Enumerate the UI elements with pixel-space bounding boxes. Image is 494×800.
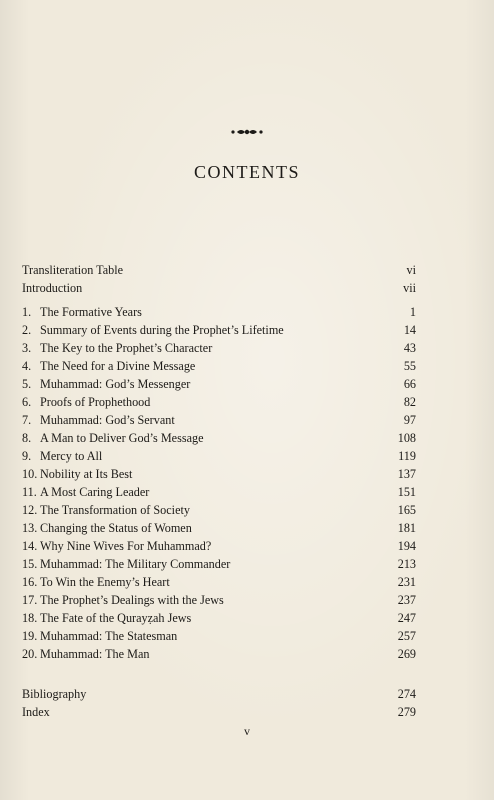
- divider: [22, 663, 416, 685]
- entry-title: The Prophet’s Dealings with the Jews: [40, 593, 224, 607]
- entry-number: 14.: [22, 539, 38, 553]
- entry-number: 17.: [22, 593, 38, 607]
- entry-number: 4.: [22, 359, 32, 373]
- entry-number: 7.: [22, 413, 32, 427]
- toc-entry: [22, 519, 416, 537]
- entry-number: 18.: [22, 611, 38, 625]
- entry-page: 213: [397, 557, 416, 571]
- toc-entry: [22, 645, 416, 663]
- entry-title: To Win the Enemy’s Heart: [40, 575, 170, 589]
- toc-entry: [22, 465, 416, 483]
- entry-title: Changing the Status of Women: [40, 521, 192, 535]
- entry-title: Introduction: [22, 281, 83, 295]
- entry-number: 1.: [22, 305, 32, 319]
- entry-page: 165: [397, 503, 416, 517]
- entry-title: Nobility at Its Best: [40, 467, 133, 481]
- toc-entry: [22, 685, 416, 703]
- entry-page: vi: [406, 263, 416, 277]
- entry-title: Mercy to All: [40, 449, 103, 463]
- page-number: v: [244, 724, 250, 738]
- entry-number: 10.: [22, 467, 38, 481]
- entry-page: 43: [403, 341, 416, 355]
- ornament-icon: [229, 128, 265, 136]
- toc-entry: [22, 321, 416, 339]
- toc-entry: [22, 429, 416, 447]
- entry-page: 269: [397, 647, 416, 661]
- entry-page: 247: [397, 611, 416, 625]
- entry-page: 274: [397, 687, 416, 701]
- entry-number: 20.: [22, 647, 38, 661]
- entry-number: 11.: [22, 485, 37, 499]
- entry-title: Index: [22, 705, 50, 719]
- entry-title: Proofs of Prophethood: [40, 395, 151, 409]
- table-of-contents: [22, 261, 416, 721]
- entry-page: 119: [398, 449, 416, 463]
- entry-number: 15.: [22, 557, 38, 571]
- entry-page: 279: [397, 705, 416, 719]
- back-matter-list: [22, 685, 416, 721]
- entry-title: Muhammad: God’s Servant: [40, 413, 175, 427]
- toc-entry: [22, 279, 416, 297]
- entry-page: 194: [397, 539, 416, 553]
- toc-entry: [22, 261, 416, 279]
- entry-number: 5.: [22, 377, 32, 391]
- entry-title: A Most Caring Leader: [40, 485, 150, 499]
- toc-entry: [22, 537, 416, 555]
- entry-page: 82: [403, 395, 416, 409]
- entry-title: Bibliography: [22, 687, 87, 701]
- entry-page: 14: [403, 323, 416, 337]
- entry-page: 151: [397, 485, 416, 499]
- entry-title: Summary of Events during the Prophet’s Lifetime: [40, 323, 284, 337]
- entry-title: The Need for a Divine Message: [40, 359, 196, 373]
- front-matter-list: [22, 261, 416, 297]
- entry-number: 3.: [22, 341, 32, 355]
- entry-page: 66: [403, 377, 416, 391]
- entry-page: 137: [397, 467, 416, 481]
- toc-entry: [22, 573, 416, 591]
- entry-page: 97: [403, 413, 416, 427]
- entry-number: 9.: [22, 449, 32, 463]
- entry-page: 181: [397, 521, 416, 535]
- entry-title: Muhammad: The Military Commander: [40, 557, 231, 571]
- toc-entry: [22, 703, 416, 721]
- entry-title: Muhammad: The Man: [40, 647, 150, 661]
- entry-page: 1: [409, 305, 416, 319]
- toc-entry: [22, 609, 416, 627]
- entry-page: 257: [397, 629, 416, 643]
- entry-number: 8.: [22, 431, 32, 445]
- entry-number: 2.: [22, 323, 32, 337]
- entry-number: 19.: [22, 629, 38, 643]
- toc-entry: [22, 357, 416, 375]
- entry-page: 237: [397, 593, 416, 607]
- entry-title: The Key to the Prophet’s Character: [40, 341, 213, 355]
- entry-number: 13.: [22, 521, 38, 535]
- toc-entry: [22, 591, 416, 609]
- entry-title: The Fate of the Qurayẓah Jews: [40, 611, 192, 625]
- entry-title: Why Nine Wives For Muhammad?: [40, 539, 212, 553]
- entry-number: 12.: [22, 503, 38, 517]
- toc-entry: [22, 483, 416, 501]
- entry-title: Muhammad: God’s Messenger: [40, 377, 191, 391]
- toc-entry: [22, 375, 416, 393]
- entry-title: The Formative Years: [40, 305, 142, 319]
- entry-page: vii: [403, 281, 416, 295]
- chapter-list: [22, 303, 416, 663]
- toc-entry: [22, 627, 416, 645]
- page-title: CONTENTS: [194, 162, 300, 182]
- entry-page: 108: [397, 431, 416, 445]
- entry-page: 55: [403, 359, 416, 373]
- toc-entry: [22, 555, 416, 573]
- toc-entry: [22, 447, 416, 465]
- entry-title: A Man to Deliver God’s Message: [40, 431, 204, 445]
- entry-page: 231: [397, 575, 416, 589]
- toc-entry: [22, 339, 416, 357]
- entry-number: 16.: [22, 575, 38, 589]
- entry-title: Transliteration Table: [22, 263, 124, 277]
- entry-title: The Transformation of Society: [40, 503, 190, 517]
- toc-entry: [22, 411, 416, 429]
- toc-entry: [22, 501, 416, 519]
- toc-entry: [22, 303, 416, 321]
- entry-title: Muhammad: The Statesman: [40, 629, 178, 643]
- entry-number: 6.: [22, 395, 32, 409]
- toc-entry: [22, 393, 416, 411]
